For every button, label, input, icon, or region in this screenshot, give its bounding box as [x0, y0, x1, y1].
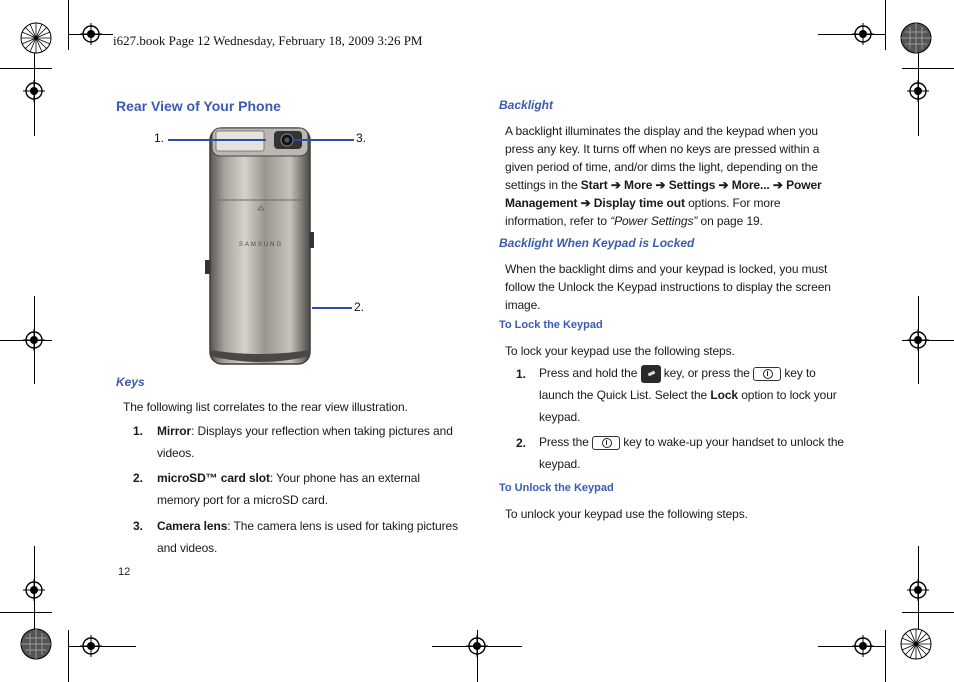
key-item-number: 2. [133, 471, 144, 485]
registration-mark-icon [907, 329, 929, 351]
color-target-icon [20, 22, 52, 54]
phone-brand-label: SAMSUNG [238, 242, 284, 248]
callout-3-label: 3. [356, 131, 367, 145]
registration-mark-icon [23, 329, 45, 351]
end-key-icon [641, 365, 661, 383]
registration-mark-icon [80, 635, 102, 657]
color-target-icon [20, 628, 52, 660]
registration-mark-icon [907, 579, 929, 601]
power-key-icon [753, 367, 781, 381]
registration-mark-icon [852, 23, 874, 45]
unlock-keypad-heading: To Unlock the Keypad [499, 482, 614, 494]
registration-mark-icon [23, 80, 45, 102]
callout-1-label: 1. [154, 131, 165, 145]
section-title-rear-view: Rear View of Your Phone [116, 98, 281, 114]
unlock-keypad-intro: To unlock your keypad use the following steps. [505, 507, 748, 521]
registration-mark-icon [907, 80, 929, 102]
key-item-microsd: microSD™ card slot: Your phone has an external memory port for a microSD card. [157, 471, 420, 507]
registration-mark-icon [80, 23, 102, 45]
key-item-camera-lens: Camera lens: The camera lens is used for taking pictures and videos. [157, 519, 459, 555]
phone-rear-illustration [204, 124, 316, 368]
lock-step-number: 1. [516, 367, 527, 381]
page-number: 12 [118, 566, 131, 578]
key-item-mirror: Mirror: Displays your reflection when taking pictures and videos. [157, 424, 453, 460]
lock-keypad-heading: To Lock the Keypad [499, 319, 603, 331]
callout-2-label: 2. [354, 300, 365, 314]
keys-heading: Keys [116, 375, 145, 389]
key-item-number: 3. [133, 519, 144, 533]
registration-mark-icon [852, 635, 874, 657]
key-item-number: 1. [133, 424, 144, 438]
color-target-icon [900, 22, 932, 54]
registration-mark-icon [23, 579, 45, 601]
callout-3-line [292, 139, 354, 141]
lock-step-number: 2. [516, 436, 527, 450]
locked-heading: Backlight When Keypad is Locked [499, 236, 695, 250]
locked-paragraph: When the backlight dims and your keypad is locked, you must follow the Unlock the Keypad instructions to display the screen image. [505, 262, 831, 312]
color-target-icon [900, 628, 932, 660]
callout-2-line [312, 307, 352, 309]
backlight-paragraph: A backlight illuminates the display and the keypad when you press any key. It turns off when no keys are pressed within a given period of time, and/or dims the light, depending on the settings in the Start ➔ More ➔ Settings ➔ More... ➔ Power Management ➔ Display time out options. For more information, refer to “Power Settings” on page 19. [505, 124, 822, 228]
callout-1-line [168, 139, 266, 141]
lock-keypad-intro: To lock your keypad use the following steps. [505, 344, 735, 358]
lock-step-1: Press and hold the key, or press the key to launch the Quick List. Select the Lock option to lock your keypad. [539, 366, 837, 424]
keys-intro: The following list correlates to the rear view illustration. [123, 400, 408, 414]
registration-mark-icon [466, 635, 488, 657]
lock-step-2: Press the key to wake-up your handset to unlock the keypad. [539, 435, 844, 471]
backlight-heading: Backlight [499, 98, 554, 112]
running-head: i627.book Page 12 Wednesday, February 18, 2009 3:26 PM [113, 33, 423, 48]
power-key-icon [592, 436, 620, 450]
